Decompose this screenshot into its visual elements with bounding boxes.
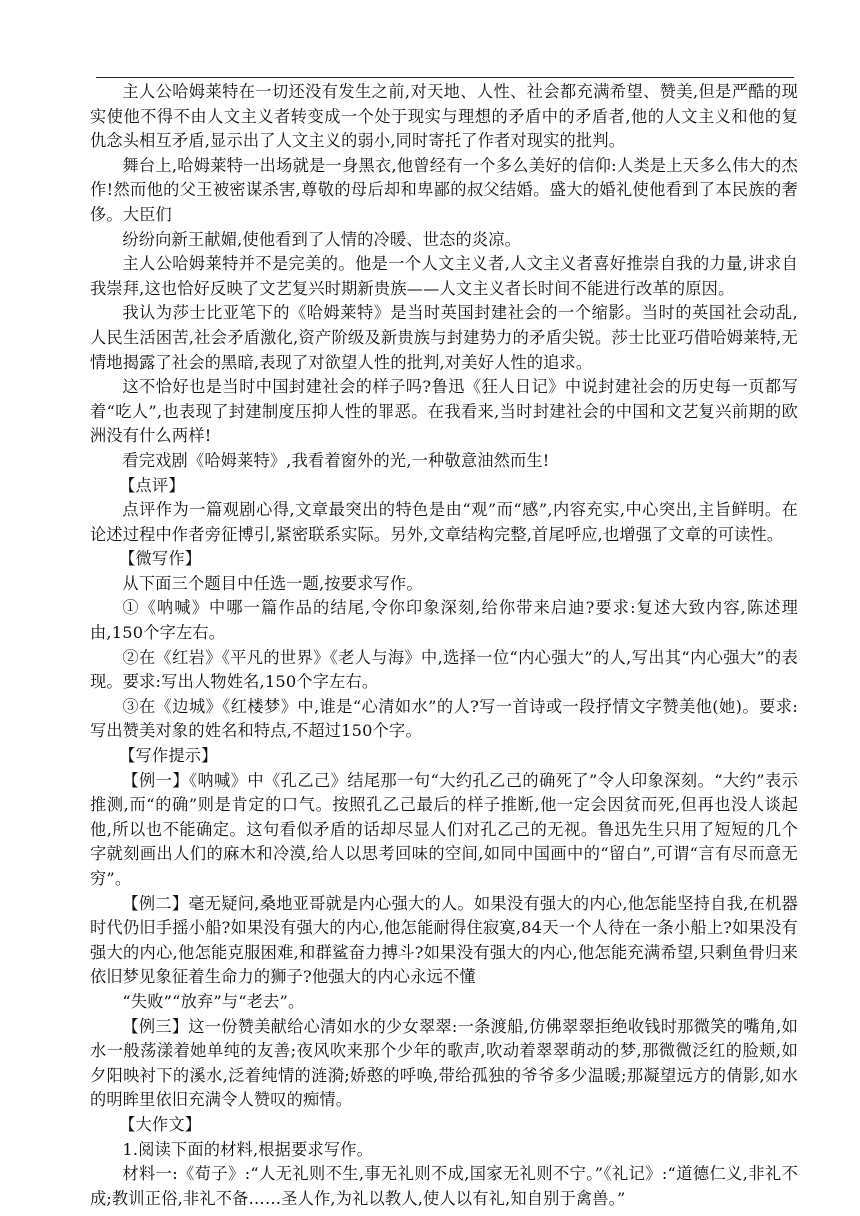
prompt-item: ③在《边城》《红楼梦》中,谁是“心清如水”的人?写一首诗或一段抒情文字赞美他(她)。要求:写出赞美对象的姓名和特点,不超过150个字。 [90,696,798,741]
prompt-item: ①《呐喊》中哪一篇作品的结尾,令你印象深刻,给你带来启迪?要求:复述大致内容,陈述理由,150个字左右。 [90,598,798,643]
body-paragraph: 从下面三个题目中任选一题,按要求写作。 [122,573,423,593]
body-paragraph: 主人公哈姆莱特在一切还没有发生之前,对天地、人性、社会都充满希望、赞美,但是严酷的现实使他不得不由人文主义者转变成一个处于现实与理想的矛盾中的矛盾者,他的人文主义和他的复仇念头相互矛盾,显示出了人文主义的弱小,同时寄托了作者对现实的批判。 [90,82,798,151]
body-paragraph: 看完戏剧《哈姆莱特》,我看着窗外的光,一种敬意油然而生! [122,450,550,470]
section-heading-comment: 【点评】 [119,475,185,495]
document-body [90,80,798,1211]
body-paragraph: “失败”“放弃”与“老去”。 [122,991,305,1011]
body-paragraph: 我认为莎士比亚笔下的《哈姆莱特》是当时英国封建社会的一个缩影。当时的英国社会动乱,人民生活困苦,社会矛盾激化,资产阶级及新贵族与封建势力的矛盾尖锐。莎士比亚巧借哈姆莱特,无情地揭露了社会的黑暗,表现了对欲望人性的批判,对美好人性的追求。 [90,303,798,372]
body-paragraph: 1.阅读下面的材料,根据要求写作。 [122,1139,374,1159]
body-paragraph: 主人公哈姆莱特并不是完美的。他是一个人文主义者,人文主义者喜好推崇自我的力量,讲求自我崇拜,这也恰好反映了文艺复兴时期新贵族——人文主义者长时间不能进行改革的原因。 [90,254,798,298]
section-heading-micro-writing: 【微写作】 [119,549,202,569]
section-heading-writing-tips: 【写作提示】 [119,746,218,766]
material-paragraph: 材料一:《荀子》:“人无礼则不生,事无礼则不成,国家无礼则不宁。”《礼记》:“道德仁义,非礼不成;教训正俗,非礼不备……圣人作,为礼以教人,使人以有礼,知自别于禽兽。” [90,1164,798,1208]
body-paragraph: 纷纷向新王献媚,使他看到了人情的冷暖、世态的炎凉。 [122,229,522,249]
body-paragraph: 这不恰好也是当时中国封建社会的样子吗?鲁迅《狂人日记》中说封建社会的历史每一页都写着“吃人”,也表现了封建制度压抑人性的罪恶。在我看来,当时封建社会的中国和文艺复兴前期的欧洲没有什么两样! [90,377,798,446]
section-heading-essay: 【大作文】 [119,1114,202,1134]
prompt-item: ②在《红岩》《平凡的世界》《老人与海》中,选择一位“内心强大”的人,写出其“内心强大”的表现。要求:写出人物姓名,150个字左右。 [90,647,798,692]
body-paragraph: 舞台上,哈姆莱特一出场就是一身黑衣,他曾经有一个多么美好的信仰:人类是上天多么伟大的杰作!然而他的父王被密谋杀害,尊敬的母后却和卑鄙的叔父结婚。盛大的婚礼使他看到了本民族的奢侈。大臣们 [90,155,798,224]
example-paragraph: 【例一】《呐喊》中《孔乙己》结尾那一句“大约孔乙己的确死了”令人印象深刻。“大约”表示推测,而“的确”则是肯定的口气。按照孔乙己最后的样子推断,他一定会因贫而死,但再也没人谈起他,所以也不能确定。这句看似矛盾的话却尽显人们对孔乙己的无视。鲁迅先生只用了短短的几个字就刻画出人们的麻木和冷漠,给人以思考回味的空间,如同中国画中的“留白”,可谓“言有尽而意无穷”。 [90,770,798,888]
body-paragraph: 点评作为一篇观剧心得,文章最突出的特色是由“观”而“感”,内容充实,中心突出,主旨鲜明。在论述过程中作者旁征博引,紧密联系实际。另外,文章结构完整,首尾呼应,也增强了文章的可读性。 [90,500,798,544]
example-paragraph: 【例三】这一份赞美献给心清如水的少女翠翠:一条渡船,仿佛翠翠拒绝收钱时那微笑的嘴角,如水一般荡漾着她单纯的友善;夜风吹来那个少年的歌声,吹动着翠翠萌动的梦,那微微泛红的脸颊,如夕阳映衬下的溪水,泛着纯情的涟漪;娇憨的呼唤,带给孤独的爷爷多少温暖;那凝望远方的倩影,如水的明眸里依旧充满令人赞叹的痴情。 [90,1016,798,1110]
example-paragraph: 【例二】毫无疑问,桑地亚哥就是内心强大的人。如果没有强大的内心,他怎能坚持自我,在机器时代仍旧手摇小船?如果没有强大的内心,他怎能耐得住寂寞,84天一个人待在一条小船上?如果没有强大的内心,他怎能克服困难,和群鲨奋力搏斗?如果没有强大的内心,他怎能充满希望,只剩鱼骨归来依旧梦见象征着生命力的狮子?他强大的内心永远不懂 [90,893,798,987]
header-rule [96,77,794,78]
